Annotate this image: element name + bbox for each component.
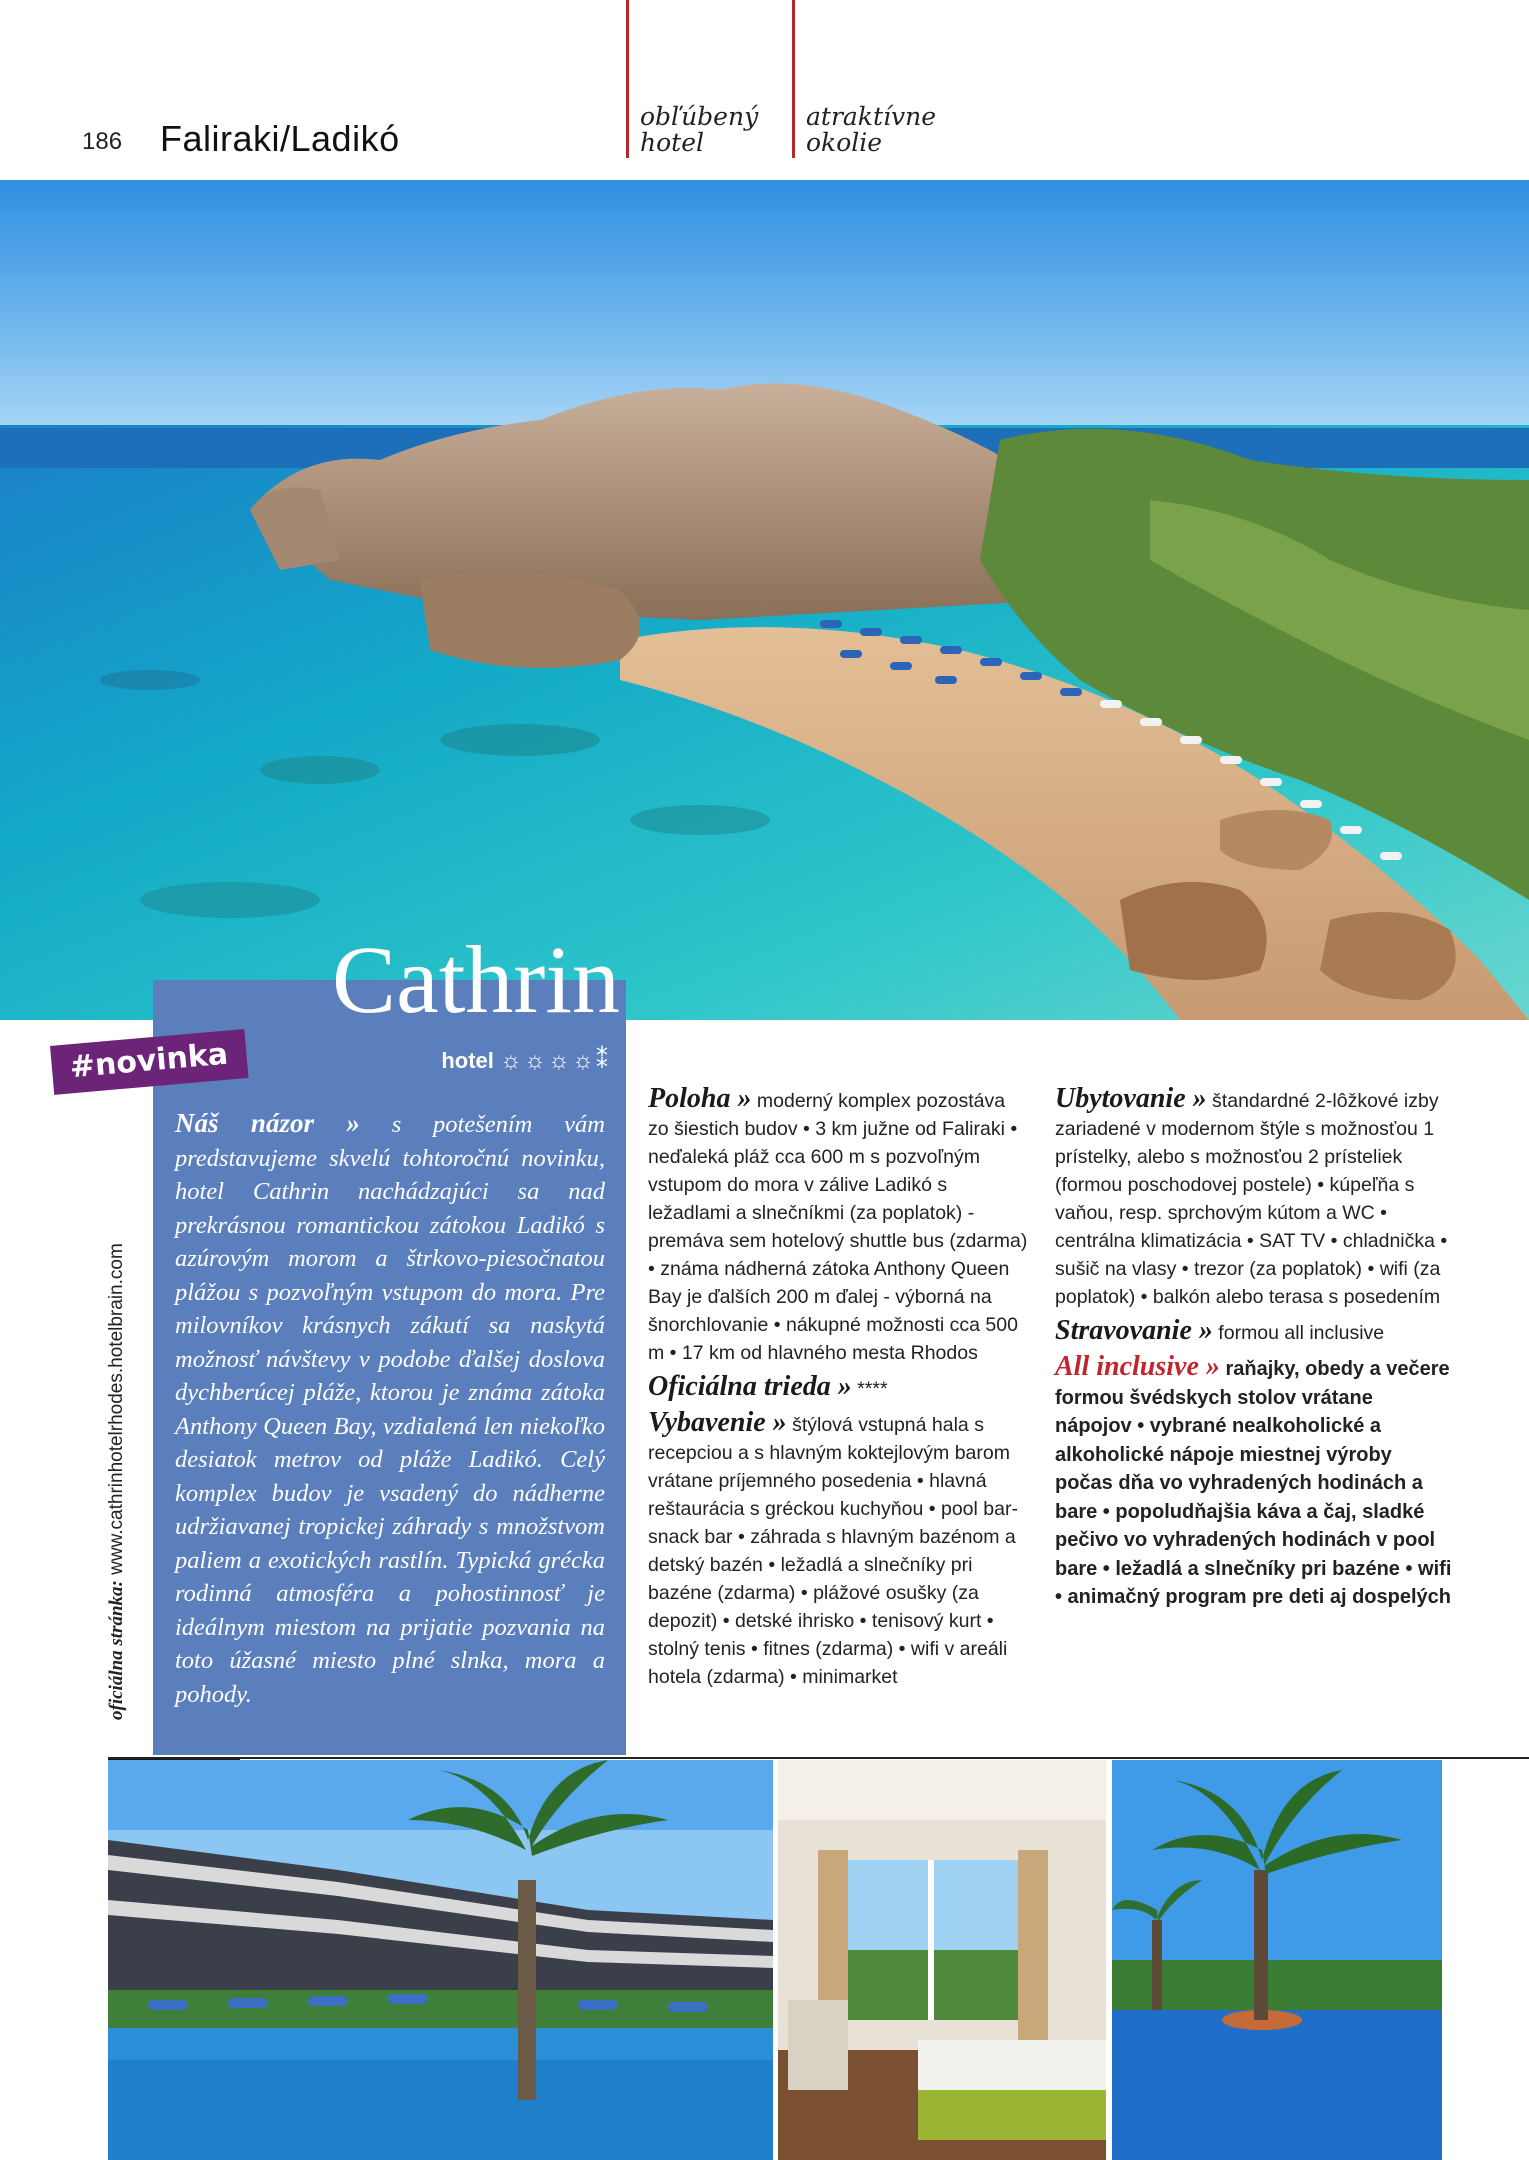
section-location <box>648 1085 1030 1367</box>
hotel-name: Cathrin <box>332 926 620 1033</box>
website-url[interactable]: www.cathrinhotelrhodes.hotelbrain.com <box>106 1243 127 1575</box>
hotel-pool-photo <box>108 1760 773 2160</box>
tag-line: hotel <box>640 128 704 157</box>
info-column-2 <box>1055 1085 1455 1618</box>
section-title: Stravovanie » <box>1055 1315 1213 1346</box>
tag-line: okolie <box>806 128 883 157</box>
section-all-inclusive <box>1055 1353 1455 1612</box>
tag-attractive-area <box>806 104 936 156</box>
our-opinion <box>175 1107 605 1711</box>
section-text: **** <box>851 1378 888 1400</box>
section-text: raňajky, obedy a večere formou švédskych stolov vrátane nápojov • vybrané nealkoholické a alkoholické nápoje miestnej výroby počas dňa vo vyhradených hodinách a bare • popoludňajšia káva a čaj, sladké pečivo vo vyhradených hodinách v pool bare • ležadlá a slnečníky pri bazéne • wifi • animačný program pre deti aj dospelých <box>1055 1358 1452 1608</box>
hero-beach-photo <box>0 180 1529 1020</box>
section-facilities <box>648 1409 1030 1691</box>
info-column-1 <box>648 1085 1030 1697</box>
novinka-badge: #novinka <box>50 1029 248 1095</box>
hotel-category-label: hotel <box>441 1048 494 1073</box>
section-title: Oficiálna trieda » <box>648 1371 852 1402</box>
hotel-room-photo <box>778 1760 1106 2160</box>
section-text: štandardné 2-lôžkové izby zariadené v modernom štýle s možnosťou 1 prístelky, alebo s možnosťou 2 prísteliek (formou poschodovej postele) • kúpeľňa s vaňou, resp. sprchovým kútom a WC • centrálna klimatizácia • SAT TV • chladnička • sušič na vlasy • trezor (za poplatok) • wifi (za poplatok) • balkón alebo terasa s posedením <box>1055 1090 1448 1308</box>
divider-rule <box>108 1757 1529 1759</box>
website-label: oficiálna stránka: <box>106 1580 127 1720</box>
hotel-category <box>380 1046 610 1075</box>
page-number: 186 <box>82 128 123 155</box>
section-title: Ubytovanie » <box>1055 1083 1207 1114</box>
section-title: Poloha » <box>648 1083 752 1114</box>
official-website <box>106 1243 128 1720</box>
tag-line: obľúbený <box>640 102 759 131</box>
section-text: formou all inclusive <box>1212 1322 1385 1344</box>
star-icons: ☼☼☼☼⁑ <box>500 1047 610 1074</box>
tag-line: atraktívne <box>806 102 937 131</box>
section-title: Vybavenie » <box>648 1407 787 1438</box>
tag-divider-2 <box>792 0 795 158</box>
location-title: Faliraki/Ladikó <box>160 118 400 159</box>
section-title: All inclusive » <box>1055 1351 1220 1382</box>
section-text: moderný komplex pozostáva zo šiestich budov • 3 km južne od Faliraki • neďaleká pláž cca 600 m s pozvoľným vstupom do mora v zálive Ladikó s ležadlami a slnečníkmi (za poplatok) - premáva sem hotelový shuttle bus (zdarma) • známa nádherná zátoka Anthony Queen Bay je ďalších 200 m ďalej - výborná na šnorchlovanie • nákupné možnosti cca 500 m • 17 km od hlavného mesta Rhodos <box>648 1090 1028 1364</box>
opinion-text: s potešením vám predstavujeme skvelú tohtoročnú novinku, hotel Cathrin nachádzajúci sa nad prekrásnou romantickou zátokou Ladikó s azúrovým morom a štrkovo-piesočnatou plážou s pozvoľným vstupom do mora. Pre milovníkov krásnych zákutí sa naskytá možnosť návštevy v podobe ďalšej doslova dychberúcej pláže, ktorou je známa zátoka Anthony Queen Bay, vzdialená len niekoľko desiatok metrov od pláže Ladikó. Celý komplex budov je vsadený do nádherne udržiavanej tropickej záhrady s množstvom paliem a exotických rastlín. Typická grécka rodinná atmosféra a pohostinnosť je ideálnym miestom na prijatie pozvania na toto úžasné miesto plné slnka, mora a pohody. <box>175 1111 605 1708</box>
section-meals <box>1055 1317 1455 1347</box>
pool-palms-photo <box>1112 1760 1442 2160</box>
section-accommodation <box>1055 1085 1455 1311</box>
tag-divider-1 <box>626 0 629 158</box>
tag-favorite-hotel <box>640 104 758 156</box>
opinion-title: Náš názor » <box>175 1108 360 1138</box>
section-official-class <box>648 1373 1030 1403</box>
section-text: štýlová vstupná hala s recepciou a s hlavným koktejlovým barom vrátane príjemného posedenia • hlavná reštaurácia s gréckou kuchyňou • pool bar-snack bar • záhrada s hlavným bazénom a detský bazén • ležadlá a slnečníky pri bazéne (zdarma) • plážové osušky (za depozit) • detské ihrisko • tenisový kurt • stolný tenis • fitnes (zdarma) • wifi v areáli hotela (zdarma) • minimarket <box>648 1414 1018 1688</box>
